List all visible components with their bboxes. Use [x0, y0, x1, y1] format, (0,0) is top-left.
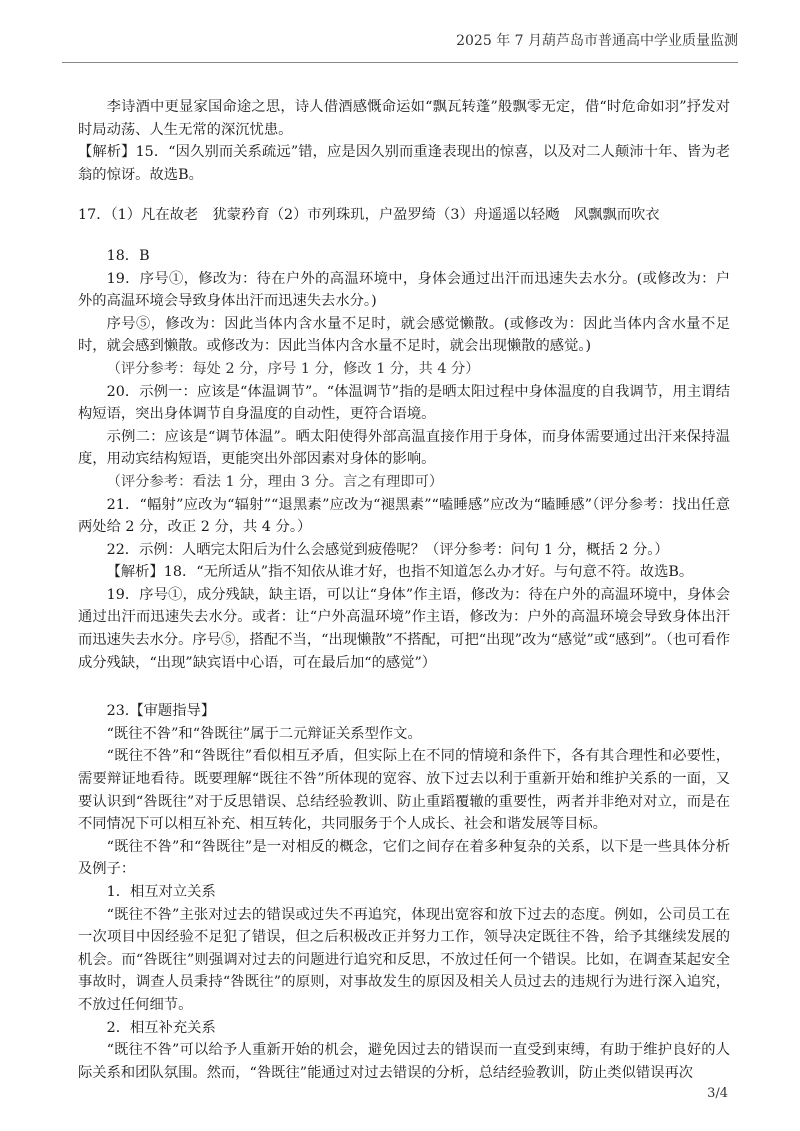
q23-paragraph-2: “既往不咎”和“咎既往”看似相互矛盾，但实际上在不同的情境和条件下，各有其合理性和必要性，需要辩证地看待。既要理解“既往不咎”所体现的宽容、放下过去以利于重新开始和维护关系的一面，又要认识到“咎既往”对于反思错误、总结经验教训、防止重蹈覆辙的重要性，两者并非绝对对立，而是在不同情况下可以相互补充、相互转化，共同服务于个人成长、社会和谐发展等目标。: [78, 748, 730, 833]
scoring-q20: （评分参考：看法 1 分，理由 3 分。言之有理即可）: [106, 473, 444, 490]
header-divider: [62, 62, 738, 63]
answer-q20-b: 示例二：应该是“调节体温”。晒太阳使得外部高温直接作用于身体，而身体需要通过出汗来保持温度，用动宾结构短语，更能突出外部因素对身体的影响。: [78, 428, 730, 468]
answer-q19-a: 19．序号①，修改为：待在户外的高温环境中，身体会通过出汗而迅速失去水分。(或修改为：户外的高温环境会导致身体出汗而迅速失去水分。): [78, 270, 730, 310]
paragraph-poem-analysis: 李诗酒中更显家国命途之思，诗人借酒感慨命运如“飘瓦转蓬”般飘零无定，借“时危命如羽”抒发对时局动荡、人生无常的深沉忧患。: [78, 99, 730, 138]
page-number: 3/4: [707, 1086, 728, 1101]
analysis-q15: 【解析】15．“因久别而关系疏远”错，应是因久别而重逢表现出的惊喜，以及对二人颠沛十年、皆为老翁的惊讶。故选B。: [78, 144, 730, 183]
analysis-q18: 【解析】18．“无所适从”指不知依从谁才好，也指不知道怎么办才好。与句意不符。故选B。: [106, 564, 694, 581]
answer-q17: 17．（1）凡在故老 犹蒙矜育（2）市列珠玑，户盈罗绮（3）舟遥遥以轻飏 风飘飘而吹衣: [78, 207, 660, 224]
section-1-title: 1．相互对立关系: [106, 884, 216, 900]
answer-q18: 18．B: [106, 247, 150, 264]
q23-paragraph-1: “既往不咎”和“咎既往”属于二元辩证关系型作文。: [106, 725, 422, 742]
section-2-body: “既往不咎”可以给予人重新开始的机会，避免因过去的错误而一直受到束缚，有助于维护良好的人际关系和团队氛围。然而，“咎既往”能通过对过去错误的分析，总结经验教训，防止类似错误再次: [78, 1042, 730, 1081]
answer-q22: 22．示例：人晒完太阳后为什么会感觉到疲倦呢？（评分参考：问句 1 分，概括 2 分。）: [106, 541, 669, 558]
document-body: [78, 96, 730, 1084]
answer-q19-b: 序号⑤，修改为：因此当体内含水量不足时，就会感觉懒散。(或修改为：因此当体内含水量不足时，就会感到懒散。或修改为：因此当体内含水量不足时，就会出现懒散的感觉。): [78, 315, 730, 355]
page-header: 2025 年 7 月葫芦岛市普通高中学业质量监测: [456, 33, 738, 49]
section-2-title: 2．相互补充关系: [106, 1019, 216, 1036]
scoring-q19: （评分参考：每处 2 分，序号 1 分，修改 1 分，共 4 分）: [106, 360, 480, 377]
q23-title: 23.【审题指导】: [106, 703, 216, 720]
q23-paragraph-3: “既往不咎”和“咎既往”是一对相反的概念，它们之间存在着多种复杂的关系，以下是一些具体分析及例子：: [78, 838, 730, 878]
section-1-body: “既往不咎”主张对过去的错误或过失不再追究，体现出宽容和放下过去的态度。例如，公司员工在一次项目中因经验不足犯了错误，但之后积极改正并努力工作，领导决定既往不咎，给予其继续发展的机会。而“咎既往”则强调对过去的问题进行追究和反思，不放过任何一个错误。比如，在调查某起安全事故时，调查人员秉持“咎既往”的原则，对事故发生的原因及相关人员过去的违规行为进行深入追究，不放过任何细节。: [78, 906, 730, 1013]
analysis-q19: 19．序号①，成分残缺，缺主语，可以让“身体”作主语，修改为：待在户外的高温环境中，身体会通过出汗而迅速失去水分。或者：让“户外高温环境”作主语，修改为：户外的高温环境会导致身体出汗而迅速失去水分。序号⑤，搭配不当，“出现懒散”不搭配，可把“出现”改为“感觉”或“感到”。（也可看作成分残缺，“出现”缺宾语中心语，可在最后加“的感觉”）: [78, 586, 730, 671]
answer-q21: 21．“幅射”应改为“辐射”“退黑素”应改为“褪黑素”“嗑睡感”应改为“瞌睡感”（评分参考：找出任意两处给 2 分，改正 2 分，共 4 分。）: [78, 496, 730, 536]
answer-q20-a: 20．示例一：应该是“体温调节”。“体温调节”指的是晒太阳过程中身体温度的自我调节，用主谓结构短语，突出身体调节自身温度的自动性，更符合语境。: [78, 383, 730, 423]
